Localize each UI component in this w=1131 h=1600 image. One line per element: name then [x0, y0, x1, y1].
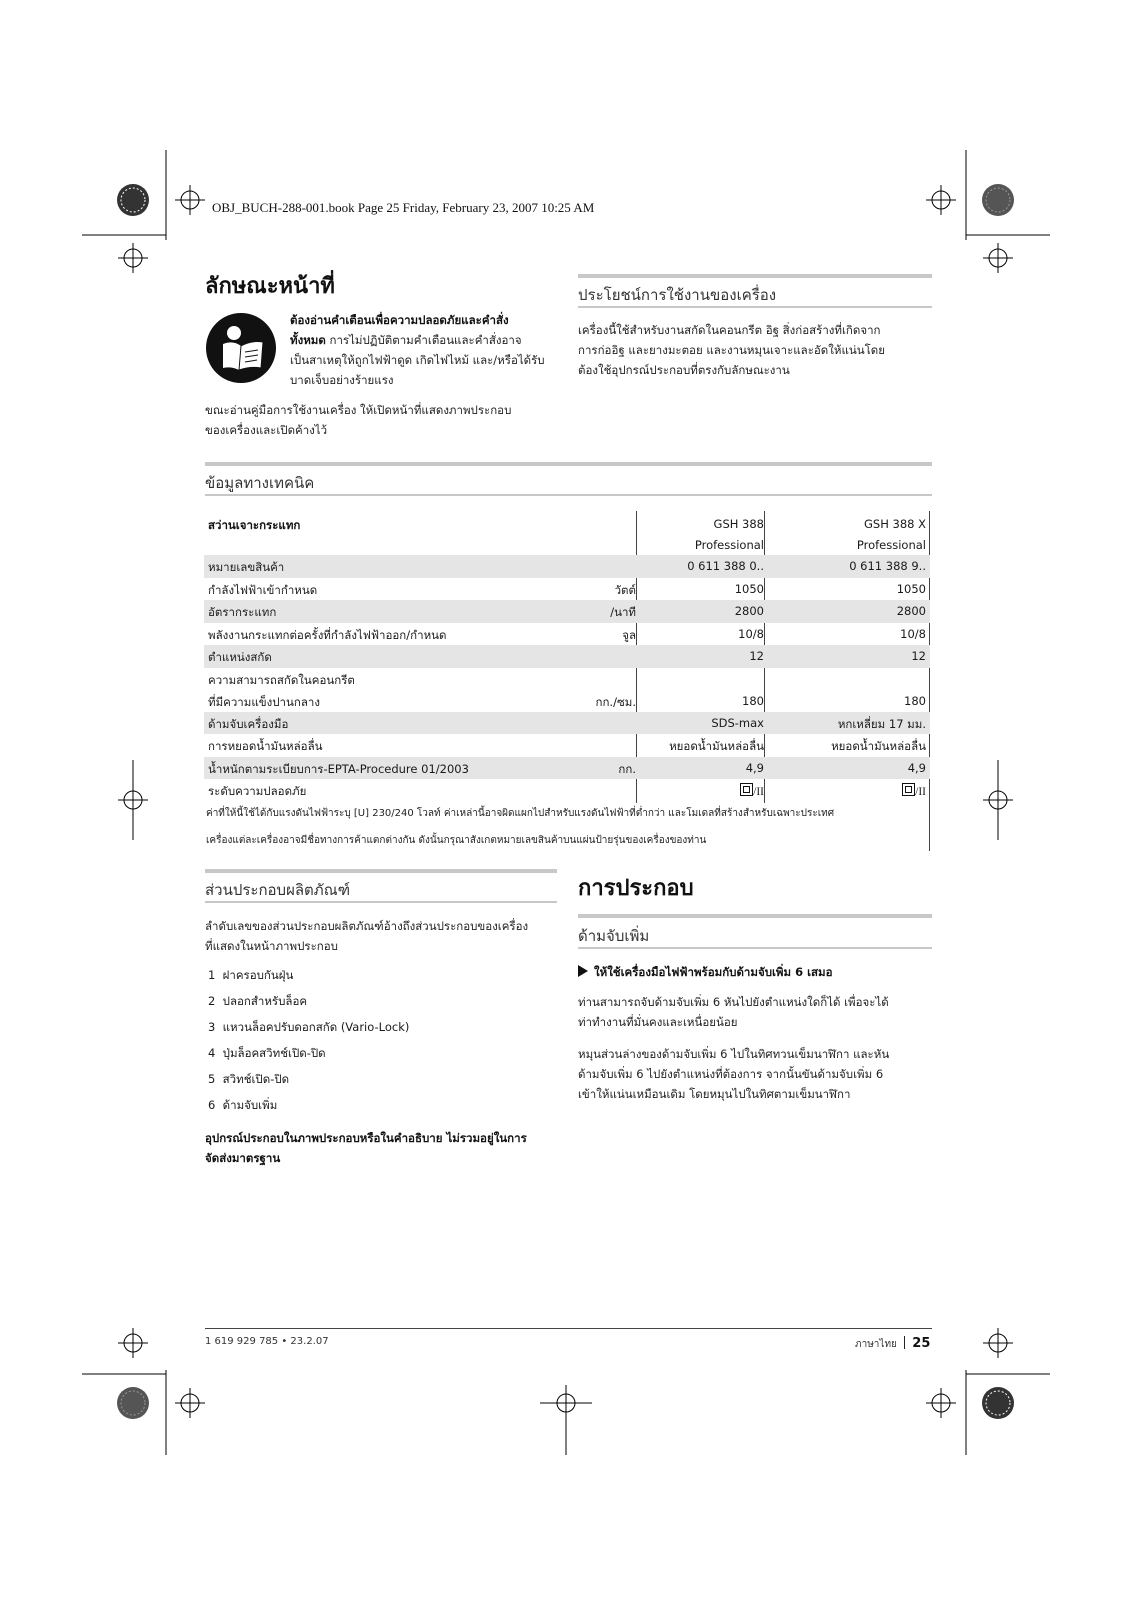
reading-line1: ขณะอ่านคู่มือการใช้งานเครื่อง ให้เปิดหน้าที่แสดงภาพประกอบ: [205, 403, 512, 417]
protection-class-ii-icon: [902, 783, 915, 796]
print-header: OBJ_BUCH-288-001.book Page 25 Friday, February 23, 2007 10:25 AM: [212, 200, 595, 215]
row-value-model2: 10/8: [900, 626, 926, 641]
read-manual-icon: [205, 312, 277, 384]
aux-handle-p1-line1: ท่านสามารถจับด้ามจับเพิ่ม 6 หันไปยังตำแหน่งใดก็ได้ เพื่อจะได้: [578, 995, 889, 1009]
table-row: [204, 668, 930, 712]
warning-line3: เป็นสาเหตุให้ถูกไฟฟ้าดูด เกิดไฟไหม้ และ/หรือได้รับ: [290, 353, 545, 367]
components-intro2: ที่แสดงในหน้าภาพประกอบ: [205, 939, 338, 953]
table-row: [204, 757, 930, 780]
item-number: 3: [208, 1020, 216, 1034]
warning-line4: บาดเจ็บอย่างร้ายแรง: [290, 373, 394, 387]
row-unit: วัตต์: [614, 582, 636, 597]
intended-use-line3: ต้องใช้อุปกรณ์ประกอบที่ตรงกับลักษณะงาน: [578, 363, 790, 377]
warning-bold-line1: ต้องอ่านคำเตือนเพื่อความปลอดภัยและคำสั่ง: [290, 313, 509, 327]
item-number: 2: [208, 994, 216, 1008]
table-note-trade-name: เครื่องแต่ละเครื่องอาจมีชื่อทางการค้าแตกต่างกัน ดังนั้นกรุณาสังเกตหมายเลขสินค้าบนแผ่นป้ายรุ่นของเครื่องของท่าน: [206, 834, 707, 846]
intended-use-title: ประโยชน์การใช้งานของเครื่อง: [578, 286, 777, 304]
reading-line2: ของเครื่องและเปิดค้างไว้: [205, 423, 328, 437]
row-label: ระดับความปลอดภัย: [208, 784, 307, 798]
technical-data-title: ข้อมูลทางเทคนิค: [205, 474, 315, 492]
table-row: [204, 578, 930, 601]
table-note-voltage: ค่าที่ให้นี้ใช้ได้กับแรงดันไฟฟ้าระบุ [U] 230/240 โวลท์ ค่าเหล่านี้อาจผิดแผกไปสำหรับแรงดันไฟฟ้าที่ต่ำกว่า และโมเดลที่สร้างสำหรับเฉพาะประเทศ: [206, 807, 835, 819]
row-label: พลังงานกระแทกต่อครั้งที่กำลังไฟฟ้าออก/กำหนด: [208, 627, 447, 642]
warning-bold-line2: ทั้งหมด: [290, 333, 326, 347]
row-value-model2: หกเหลี่ยม 17 มม.: [837, 716, 926, 731]
components-intro1: ลำดับเลขของส่วนประกอบผลิตภัณฑ์อ้างถึงส่วนประกอบของเครื่อง: [205, 919, 529, 933]
row-value-model2: 2800: [896, 604, 926, 618]
aux-handle-p2-line2: ด้ามจับเพิ่ม 6 ไปยังตำแหน่งที่ต้องการ จากนั้นขันด้ามจับเพิ่ม 6: [578, 1067, 884, 1081]
components-title: ส่วนประกอบผลิตภัณฑ์: [205, 881, 351, 899]
row-value-model2: 12: [911, 649, 926, 663]
footer-language: ภาษาไทย: [855, 1339, 897, 1350]
item-number: 5: [208, 1072, 216, 1086]
row-value-model2: 1050: [896, 581, 926, 596]
row-label: การหยอดน้ำมันหล่อลื่น: [208, 739, 323, 753]
footer-page-info: [855, 1336, 930, 1352]
item-text: แหวนล็อคปรับดอกสกัด (Vario-Lock): [222, 1020, 410, 1034]
table-row: [204, 623, 930, 646]
row-label-line2: ที่มีความแข็งปานกลาง: [208, 694, 320, 709]
row-value-model1: 2800: [734, 604, 764, 618]
row-value-model1: 1050: [734, 581, 764, 596]
intended-use-line1: เครื่องนี้ใช้สำหรับงานสกัดในคอนกรีต อิฐ สิ่งก่อสร้างที่เกิดจาก: [578, 323, 881, 337]
list-item: [208, 1040, 548, 1066]
table-row: [204, 779, 930, 802]
row-value-model1: หยอดน้ำมันหล่อลื่น: [669, 739, 764, 753]
row-value-model1: 12: [749, 649, 764, 663]
item-text: ปลอกสำหรับล็อค: [222, 994, 308, 1008]
row-value-model2: หยอดน้ำมันหล่อลื่น: [831, 739, 926, 753]
item-text: ปุ่มล็อคสวิทช์เปิด-ปิด: [222, 1046, 326, 1060]
row-label: หมายเลขสินค้า: [208, 560, 285, 574]
table-header-label: สว่านเจาะกระแทก: [208, 518, 301, 532]
item-text: ฝาครอบกันฝุ่น: [222, 968, 294, 982]
list-item: [208, 988, 548, 1014]
footer-page-number: 25: [912, 1336, 931, 1351]
item-text: ด้ามจับเพิ่ม: [222, 1098, 278, 1112]
accessories-footnote1: อุปกรณ์ประกอบในภาพประกอบหรือในคำอธิบาย ไม่รวมอยู่ในการ: [205, 1131, 527, 1145]
list-item: [208, 1014, 548, 1040]
table-row: [204, 555, 930, 578]
item-number: 1: [208, 968, 216, 982]
model1-sub: Professional: [694, 538, 764, 552]
row-value-model2: 0 611 388 9..: [849, 559, 926, 573]
list-item: [208, 1092, 548, 1118]
table-row: [204, 645, 930, 668]
item-number: 6: [208, 1098, 216, 1112]
row-value-model2: 4,9: [907, 760, 926, 775]
item-text: สวิทช์เปิด-ปิด: [222, 1072, 290, 1086]
row-value-model1: SDS-max: [711, 715, 764, 730]
model1-name: GSH 388: [713, 517, 764, 531]
list-item: [208, 1066, 548, 1092]
row-label: ด้ามจับเครื่องมือ: [208, 716, 289, 731]
aux-handle-title: ด้ามจับเพิ่ม: [578, 927, 650, 945]
model2-sub: Professional: [856, 538, 926, 552]
row-label: น้ำหนักตามระเบียบการ-EPTA-Procedure 01/2003: [208, 761, 469, 776]
table-header-row: [204, 511, 930, 555]
row-label: กำลังไฟฟ้าเข้ากำหนด: [208, 582, 318, 597]
list-item: [208, 962, 548, 988]
item-number: 4: [208, 1046, 216, 1060]
footer-doc-number: 1 619 929 785 • 23.2.07: [205, 1336, 329, 1347]
row-label: ความสามารถสกัดในคอนกรีต: [208, 672, 355, 687]
accessories-footnote2: จัดส่งมาตรฐาน: [205, 1151, 281, 1165]
model2-name: GSH 388 X: [864, 517, 926, 531]
components-list: [208, 962, 548, 1118]
row-unit: กก.: [618, 761, 636, 776]
row-unit: /นาที: [610, 605, 636, 619]
assembly-title: การประกอบ: [578, 876, 694, 901]
triangle-bullet-icon: [578, 965, 588, 977]
aux-handle-p2-line1: หมุนส่วนล่างของด้ามจับเพิ่ม 6 ไปในทิศทวนเข็มนาฬิกา และหัน: [578, 1047, 890, 1061]
aux-handle-instruction: ให้ใช้เครื่องมือไฟฟ้าพร้อมกับด้ามจับเพิ่ม 6 เสมอ: [594, 965, 833, 979]
table-row: [204, 600, 930, 623]
row-value-model2: /II: [915, 786, 926, 798]
technical-data-table: [204, 511, 930, 848]
row-label: ตำแหน่งสกัด: [208, 650, 272, 664]
row-unit: กก./ซม.: [595, 694, 636, 709]
row-value-model1: /II: [753, 786, 764, 798]
row-unit: จูล: [622, 627, 636, 642]
warning-line2: การไม่ปฏิบัติตามคำเตือนและคำสั่งอาจ: [325, 333, 522, 347]
protection-class-ii-icon: [740, 783, 753, 796]
row-value-model1: 180: [742, 693, 764, 708]
table-row: [204, 734, 930, 757]
page-title-functional: ลักษณะหน้าที่: [205, 274, 335, 299]
row-value-model1: 10/8: [738, 626, 764, 641]
row-label: อัตรากระแทก: [208, 605, 277, 619]
aux-handle-p1-line2: ท่าทำงานที่มั่นคงและเหนื่อยน้อย: [578, 1015, 738, 1029]
intended-use-line2: การก่ออิฐ และยางมะตอย และงานหมุนเจาะและอัดให้แน่นโดย: [578, 343, 885, 357]
row-value-model1: 4,9: [745, 760, 764, 775]
table-row: [204, 712, 930, 735]
row-value-model2: 180: [904, 693, 926, 708]
aux-handle-p2-line3: เข้าให้แน่นเหมือนเดิม โดยหมุนไปในทิศตามเข็มนาฬิกา: [578, 1087, 851, 1101]
row-value-model1: 0 611 388 0..: [687, 559, 764, 573]
